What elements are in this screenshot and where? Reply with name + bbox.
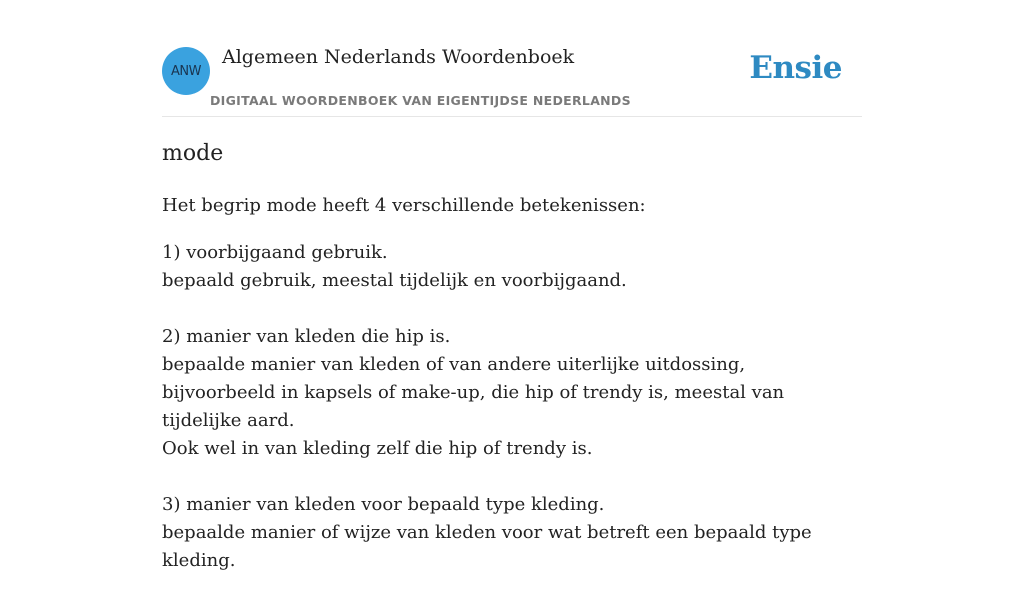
site-header: [162, 0, 862, 117]
meaning-definition: bepaald gebruik, meestal tijdelijk en voorbijgaand.: [162, 270, 627, 291]
entry-content: [162, 138, 862, 603]
meaning-item: [162, 491, 862, 575]
ensie-brand-link[interactable]: Ensie: [749, 50, 842, 86]
meaning-heading: 3) manier van kleden voor bepaald type kleding.: [162, 494, 605, 515]
entry-intro: Het begrip mode heeft 4 verschillende betekenissen:: [162, 195, 646, 216]
meaning-heading: 1) voorbijgaand gebruik.: [162, 242, 388, 263]
meaning-item: [162, 323, 862, 463]
meaning-item: [162, 239, 862, 295]
meaning-definition: bepaalde manier van kleden of van andere uiterlijke uitdossing, bijvoorbeeld in kapsels of make-up, die hip of trendy is, meestal van tijdelijke aard.: [162, 354, 785, 431]
meaning-definition: bepaalde manier of wijze van kleden voor wat betreft een bepaald type kleding.: [162, 522, 812, 571]
anw-logo[interactable]: ANW: [162, 47, 210, 95]
site-subtitle: DIGITAAL WOORDENBOEK VAN EIGENTIJDSE NEDERLANDS: [210, 93, 631, 108]
meaning-note: Ook wel in van kleding zelf die hip of trendy is.: [162, 438, 593, 459]
meaning-heading: 2) manier van kleden die hip is.: [162, 326, 451, 347]
entry-word: mode: [162, 141, 224, 166]
meanings-list: [162, 239, 862, 575]
site-title[interactable]: Algemeen Nederlands Woordenboek: [222, 46, 575, 68]
